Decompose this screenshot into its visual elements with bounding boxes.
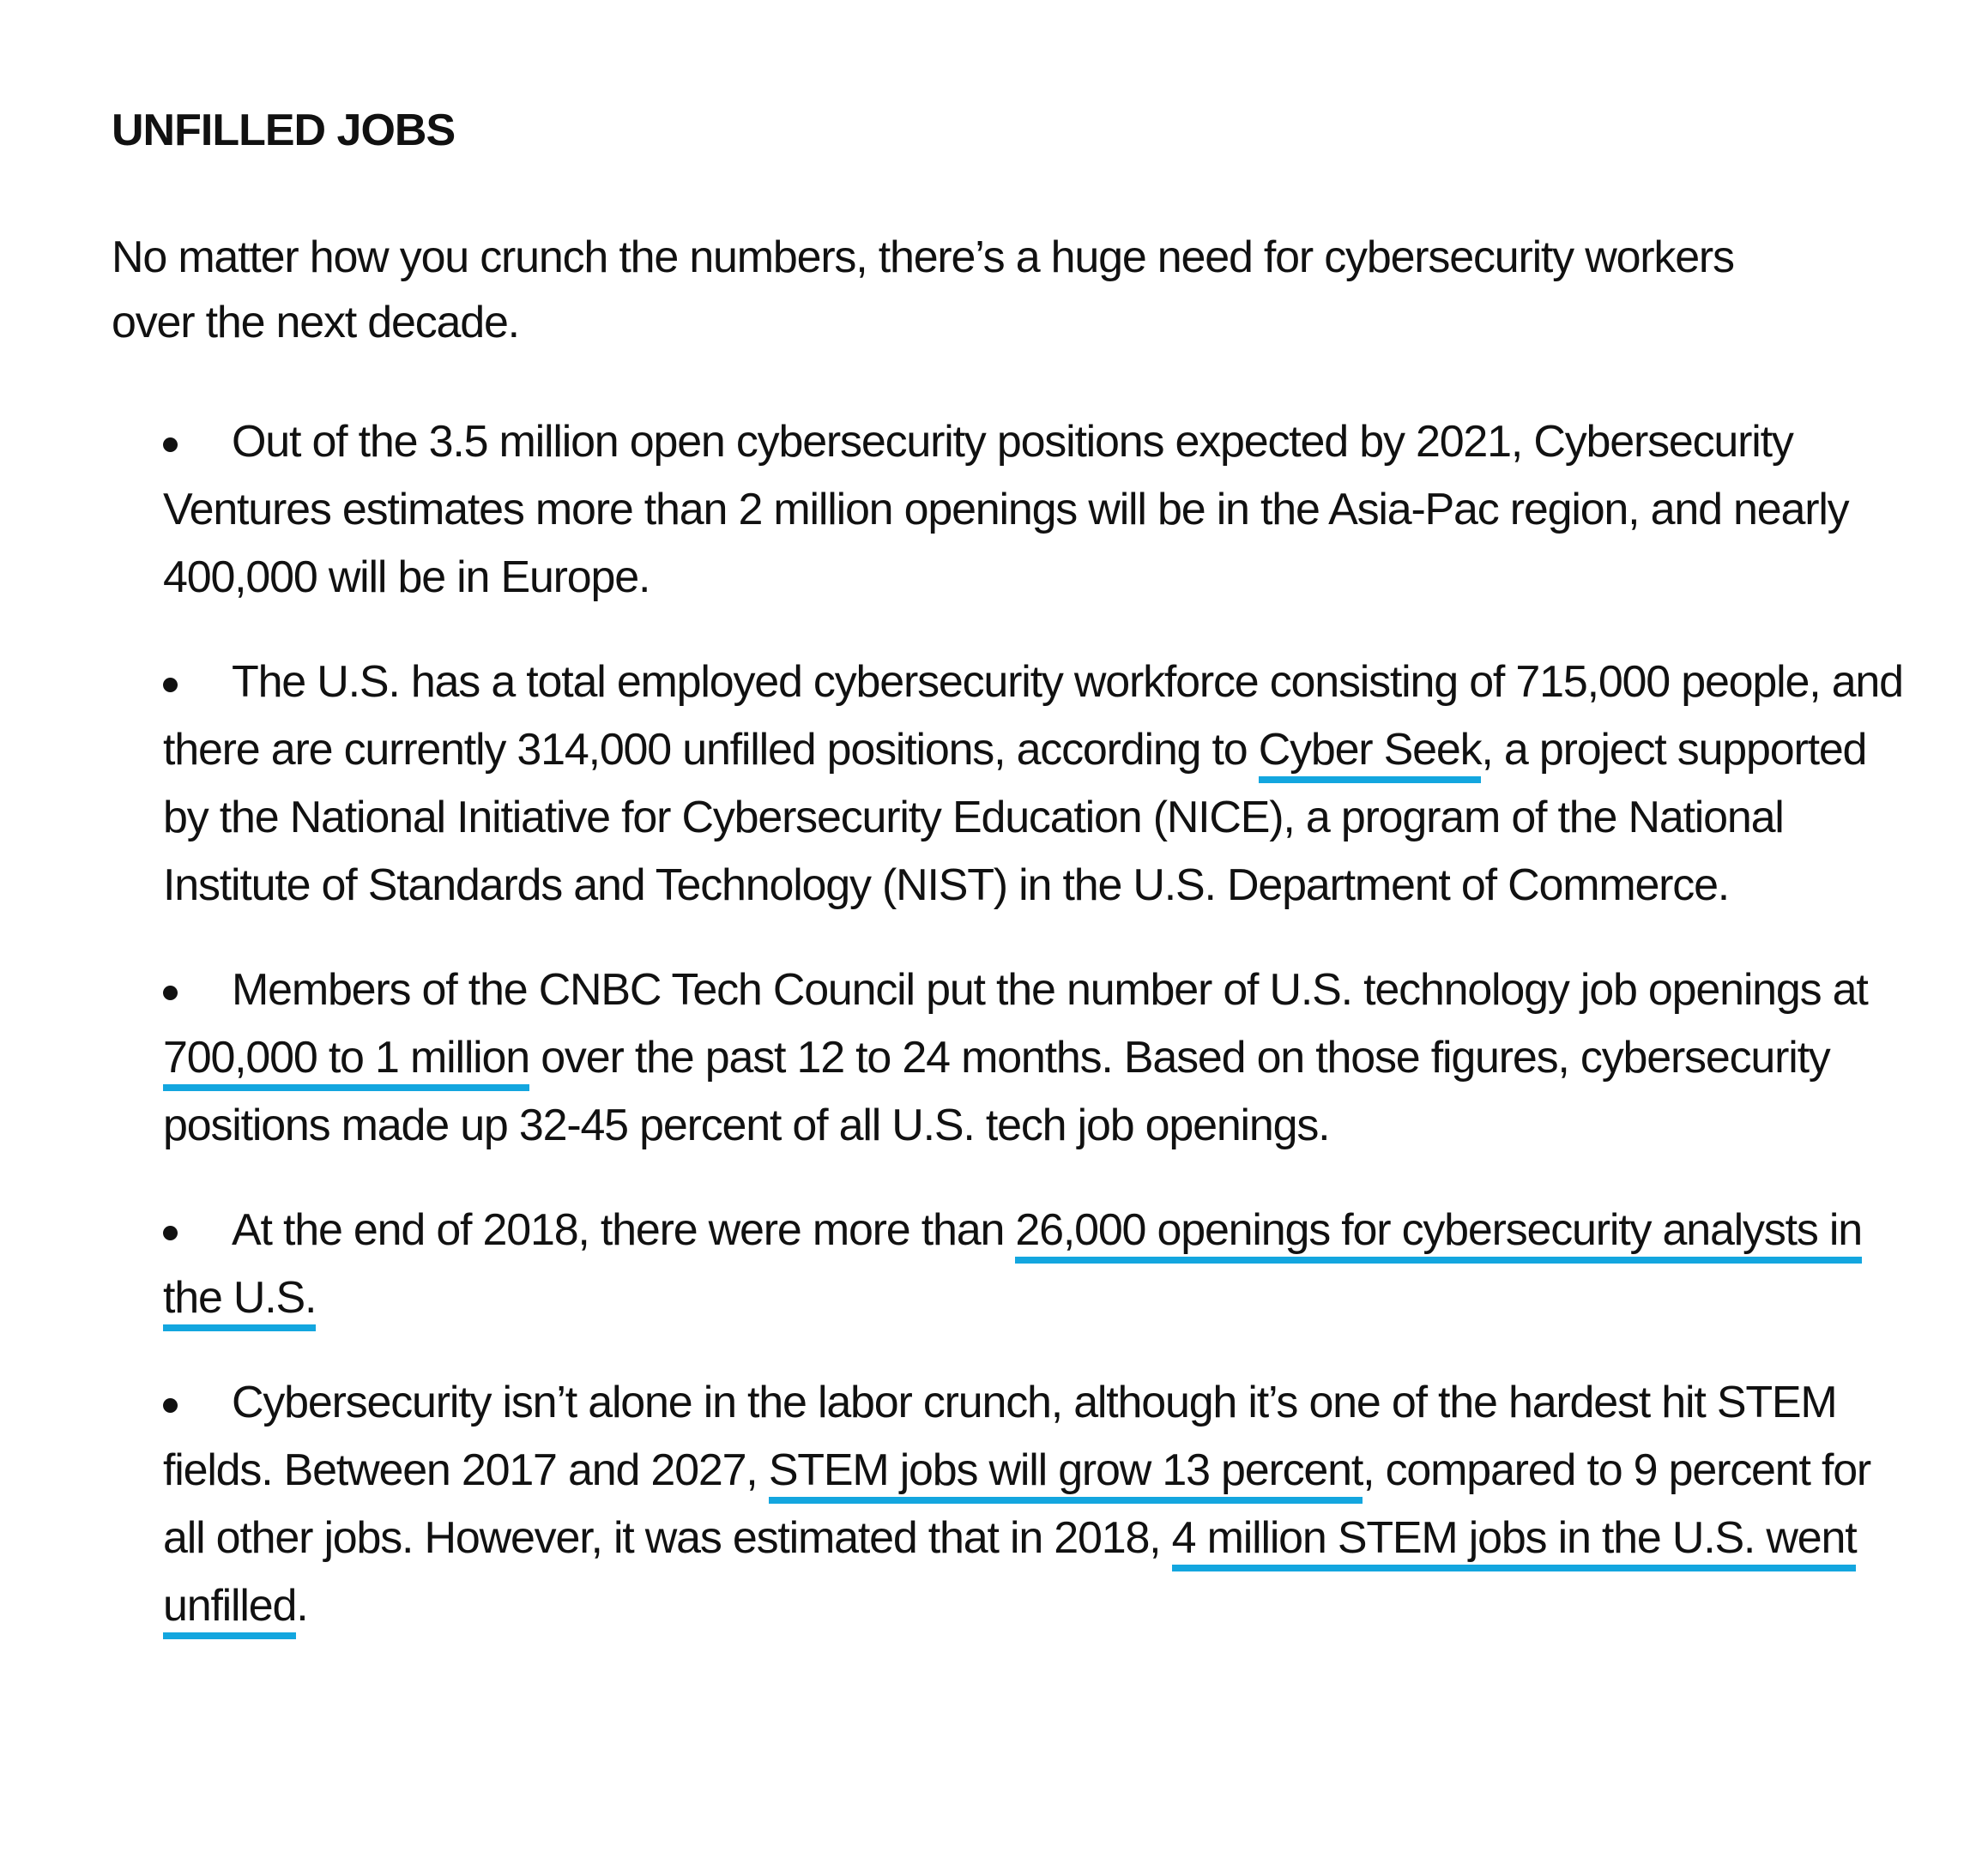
tech-openings-link[interactable]: 700,000 to 1 million xyxy=(163,1033,529,1091)
stem-unfilled-link[interactable]: 4 million STEM jobs in the U.S. went unfilled xyxy=(163,1513,1856,1639)
item-text: . xyxy=(296,1581,308,1631)
list-item xyxy=(163,408,1905,612)
list-item xyxy=(163,956,1905,1160)
item-text: , a project supported by the National Initiative for Cybersecurity Education (NICE), a program of the National Institute of Standards and Technology (NIST) in the U.S. Department of Commerce. xyxy=(163,725,1867,910)
stem-growth-link[interactable]: STEM jobs will grow 13 percent xyxy=(769,1445,1363,1504)
item-text: The U.S. has a total employed cybersecurity workforce consisting of 715,000 people, and there are currently 314,000 unfilled positions, according to xyxy=(163,657,1903,775)
item-text: At the end of 2018, there were more than xyxy=(232,1205,1016,1255)
intro-paragraph: No matter how you crunch the numbers, there’s a huge need for cybersecurity workers over the next decade. xyxy=(112,232,1734,347)
section-heading: UNFILLED JOBS xyxy=(112,106,456,155)
list-item xyxy=(163,1197,1905,1332)
cyberseek-link[interactable]: Cyber Seek xyxy=(1259,725,1482,783)
item-text: , compared to 9 percent for all other jobs. However, it was estimated that in 2018, xyxy=(163,1445,1871,1563)
item-text: Cybersecurity isn’t alone in the labor crunch, although it’s one of the hardest hit STEM fields. Between 2017 and 2027, xyxy=(163,1378,1837,1495)
item-text: over the past 12 to 24 months. Based on those figures, cybersecurity positions made up 32-45 percent of all U.S. tech job openings. xyxy=(163,1033,1830,1150)
item-text: Out of the 3.5 million open cybersecurity positions expected by 2021, Cybersecurity Ventures estimates more than 2 million openings will be in the Asia-Pac region, and nearly 400,000 will be in Europe. xyxy=(163,417,1849,602)
list-item xyxy=(163,648,1905,920)
facts-list xyxy=(163,408,1905,1677)
item-text: Members of the CNBC Tech Council put the number of U.S. technology job openings at xyxy=(232,965,1868,1015)
list-item xyxy=(163,1369,1905,1640)
analyst-openings-link[interactable]: 26,000 openings for cybersecurity analysts in the U.S. xyxy=(163,1205,1862,1331)
